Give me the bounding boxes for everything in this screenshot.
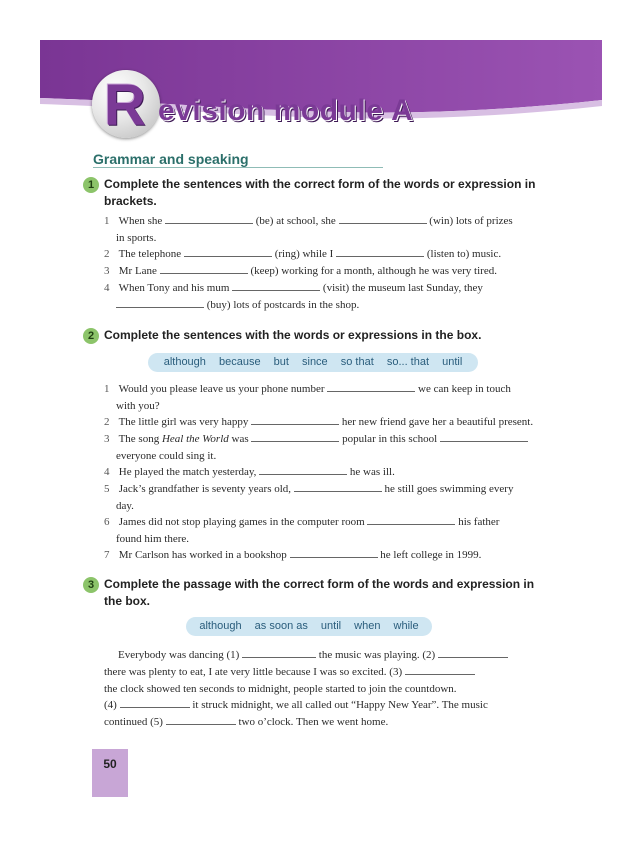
item-number: 1 (104, 215, 110, 227)
word-option: as soon as (254, 620, 308, 632)
word-option: while (393, 620, 419, 632)
q1-item-3 (104, 263, 497, 280)
word-option: until (320, 620, 342, 632)
q2-item-3 (104, 431, 528, 448)
answer-blank[interactable] (116, 298, 204, 308)
q1-instruction-line1: Complete the sentences with the correct form of the words or expression in (104, 177, 536, 191)
q2-instruction: Complete the sentences with the words or expressions in the box. (104, 328, 482, 342)
page-number-tab (92, 749, 128, 797)
answer-blank[interactable] (242, 648, 316, 658)
item-text: He played the match yesterday, (118, 466, 257, 478)
item-text: James did not stop playing games in the computer room (118, 516, 365, 528)
q2-word-box (148, 353, 478, 372)
song-title: Heal the World (161, 433, 229, 445)
passage-text: it struck midnight, we all called out “Happy New Year”. The music (192, 699, 488, 711)
item-number: 4 (104, 466, 110, 478)
item-number: 1 (104, 383, 110, 395)
q2-item-5 (104, 481, 513, 498)
q1-item-1-cont: in sports. (116, 232, 157, 244)
item-text: (win) lots of prizes (429, 215, 513, 227)
item-text: popular in this school (342, 433, 438, 445)
item-text: (be) at school, she (255, 215, 336, 227)
passage-line-4 (104, 697, 488, 714)
page-number: 50 (103, 757, 117, 771)
item-text: he was ill. (349, 466, 395, 478)
answer-blank[interactable] (259, 465, 347, 475)
item-text: The little girl was very happy (118, 416, 249, 428)
title-initial-badge (92, 70, 160, 138)
item-number: 3 (104, 433, 110, 445)
item-text: When Tony and his mum (118, 282, 230, 294)
q2-item-2 (104, 414, 533, 431)
item-text: The telephone (118, 248, 182, 260)
item-number: 7 (104, 549, 110, 561)
word-option: because (218, 356, 261, 368)
q2-item-1 (104, 381, 511, 398)
item-number: 5 (104, 483, 110, 495)
answer-blank[interactable] (184, 247, 272, 257)
word-option: although (163, 356, 206, 368)
passage-text: two o’clock. Then we went home. (238, 716, 389, 728)
word-option: but (273, 356, 289, 368)
q2-item-5-cont: day. (116, 500, 134, 512)
item-text: her new friend gave her a beautiful present. (341, 416, 534, 428)
passage-line-2 (104, 664, 475, 681)
word-option: although (199, 620, 242, 632)
answer-blank[interactable] (440, 432, 528, 442)
item-text: Would you please leave us your phone number (118, 383, 325, 395)
q2-item-1-cont: with you? (116, 400, 160, 412)
word-option: when (354, 620, 381, 632)
item-text: Jack’s grandfather is seventy years old, (118, 483, 292, 495)
item-text: (keep) working for a month, although he was very tired. (250, 265, 497, 277)
answer-blank[interactable] (166, 715, 236, 725)
section-heading: Grammar and speaking (93, 151, 249, 167)
item-text: (listen to) music. (426, 248, 502, 260)
question-badge-3: 3 (83, 577, 99, 593)
passage-text: there was plenty to eat, I ate very little because I was so excited. (3) (104, 666, 403, 678)
item-text: (visit) the museum last Sunday, they (322, 282, 483, 294)
passage-line-3: the clock showed ten seconds to midnight, people started to join the countdown. (104, 683, 457, 695)
q2-item-6-cont: found him there. (116, 533, 190, 545)
item-text: he still goes swimming every (384, 483, 514, 495)
answer-blank[interactable] (405, 665, 475, 675)
answer-blank[interactable] (336, 247, 424, 257)
q2-item-4 (104, 464, 395, 481)
answer-blank[interactable] (120, 698, 190, 708)
q3-instruction-line1: Complete the passage with the correct form of the words and expression in (104, 577, 535, 591)
answer-blank[interactable] (165, 214, 253, 224)
passage-text: Everybody was dancing (1) (118, 649, 240, 661)
item-number: 6 (104, 516, 110, 528)
passage-text: (4) (104, 699, 117, 711)
item-text: we can keep in touch (418, 383, 511, 395)
q3-word-box (186, 617, 432, 636)
item-text: (ring) while I (274, 248, 334, 260)
q1-item-1 (104, 213, 513, 230)
item-text: The song (118, 433, 160, 445)
passage-text: the music was playing. (2) (318, 649, 436, 661)
item-number: 3 (104, 265, 110, 277)
q2-item-7 (104, 547, 481, 564)
q1-item-4 (104, 280, 483, 297)
answer-blank[interactable] (367, 515, 455, 525)
item-text: (buy) lots of postcards in the shop. (206, 299, 360, 311)
answer-blank[interactable] (232, 281, 320, 291)
title-text: evision module A (158, 94, 414, 127)
q2-item-3-cont: everyone could sing it. (116, 450, 217, 462)
item-number: 4 (104, 282, 110, 294)
item-text: was (231, 433, 249, 445)
passage-line-1 (118, 647, 508, 664)
word-option: since (302, 356, 328, 368)
section-divider (93, 167, 383, 168)
answer-blank[interactable] (251, 432, 339, 442)
q3-instruction-line2: the box. (104, 594, 151, 608)
passage-text: continued (5) (104, 716, 163, 728)
item-text: Mr Lane (118, 265, 157, 277)
word-option: so... that (386, 356, 430, 368)
item-text: his father (458, 516, 500, 528)
title-initial: R (104, 73, 146, 138)
answer-blank[interactable] (327, 382, 415, 392)
question-badge-2: 2 (83, 328, 99, 344)
word-option: until (442, 356, 463, 368)
q1-instruction-line2: brackets. (104, 194, 157, 208)
question-badge-1: 1 (83, 177, 99, 193)
answer-blank[interactable] (160, 264, 248, 274)
answer-blank[interactable] (294, 482, 382, 492)
passage-line-5 (104, 714, 388, 731)
item-number: 2 (104, 248, 110, 260)
q2-item-6 (104, 514, 499, 531)
item-number: 2 (104, 416, 110, 428)
q1-item-2 (104, 246, 501, 263)
q1-item-4-cont (116, 297, 359, 314)
word-option: so that (340, 356, 374, 368)
answer-blank[interactable] (290, 548, 378, 558)
answer-blank[interactable] (438, 648, 508, 658)
answer-blank[interactable] (251, 415, 339, 425)
answer-blank[interactable] (339, 214, 427, 224)
item-text: he left college in 1999. (380, 549, 482, 561)
item-text: Mr Carlson has worked in a bookshop (118, 549, 287, 561)
item-text: When she (118, 215, 163, 227)
